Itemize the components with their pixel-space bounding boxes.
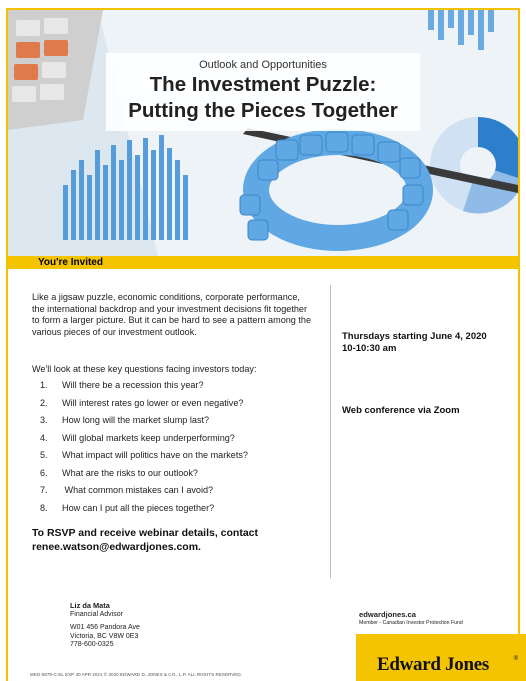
registered-mark: ®: [513, 656, 518, 662]
rsvp-email[interactable]: renee.watson@edwardjones.com.: [32, 540, 201, 553]
questions-list: [32, 380, 322, 520]
website-link[interactable]: edwardjones.ca: [359, 610, 416, 619]
website-block: [359, 611, 463, 627]
event-time: 10-10:30 am: [342, 343, 397, 354]
edward-jones-logo: Edward Jones: [377, 654, 490, 675]
advisor-name: Liz da Mata: [70, 601, 110, 610]
list-item: 5. What impact will politics have on the markets?: [40, 450, 248, 460]
list-item: 1. Will there be a recession this year?: [40, 380, 204, 390]
questions-lead: We'll look at these key questions facing investors today:: [32, 364, 257, 374]
advisor-block: [70, 602, 140, 650]
list-item: 8. How can I put all the pieces together?: [40, 502, 215, 513]
legal-text: MKD-5879-C-EL EXP 30 APR 2021 © 2020 EDWARD D. JONES & CO., L.P. ALL RIGHTS RESERVED.: [30, 672, 242, 677]
title-box: [106, 53, 420, 131]
rsvp-text: [32, 527, 332, 554]
rsvp-line: To RSVP and receive webinar details, contact: [32, 527, 259, 539]
advisor-address2: Victoria, BC V8W 0E3: [70, 632, 139, 640]
invite-label: You're Invited: [38, 257, 103, 268]
event-title-line2: Putting the Pieces Together: [128, 99, 398, 122]
intro-paragraph: Like a jigsaw puzzle, economic conditions, corporate performance, the international backdrop and your investment decisions fit together to form a larger picture. But it can be hard to see a pattern among the various pieces of our investment outlook.: [32, 292, 312, 338]
logo-box: [356, 634, 526, 681]
advisor-role: Financial Advisor: [70, 610, 123, 618]
column-divider: [330, 285, 331, 578]
event-date: Thursdays starting June 4, 2020: [342, 331, 487, 342]
advisor-address1: W01 456 Pandora Ave: [70, 624, 140, 632]
event-where: Web conference via Zoom: [342, 405, 460, 416]
hero-image: [8, 10, 518, 256]
member-note: Member - Canadian Investor Protection Fund: [359, 620, 463, 626]
event-title-line1: The Investment Puzzle:: [149, 73, 377, 96]
list-item: 2. Will interest rates go lower or even negative?: [40, 397, 244, 408]
list-item: 7. What common mistakes can I avoid?: [40, 485, 214, 495]
list-item: 4. Will global markets keep underperforming?: [40, 432, 235, 443]
list-item: 6. What are the risks to our outlook?: [40, 467, 198, 478]
advisor-phone: 778-600-0325: [70, 641, 114, 649]
event-when: [342, 331, 487, 355]
event-subtitle: Outlook and Opportunities: [199, 59, 327, 71]
list-item: 3. How long will the market slump last?: [40, 415, 210, 425]
hero-illustration: [8, 10, 518, 256]
